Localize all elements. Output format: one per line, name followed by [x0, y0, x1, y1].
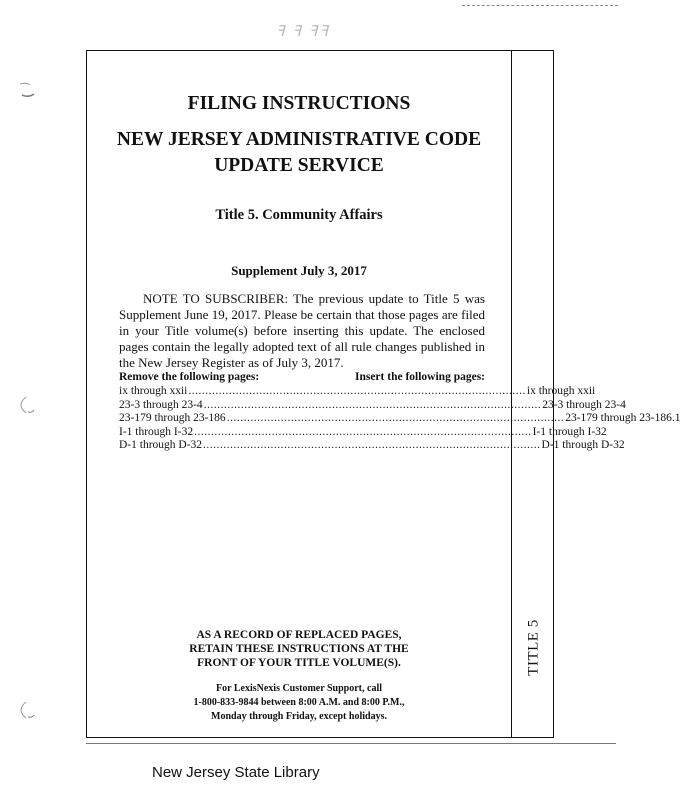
document-frame: [86, 50, 681, 738]
support-line1: For LexisNexis Customer Support, call: [215, 683, 382, 694]
retain-notice-line3: FRONT OF YOUR TITLE VOLUME(S).: [197, 657, 401, 669]
support-line3: Monday through Friday, except holidays.: [211, 711, 387, 722]
filing-content: [87, 51, 681, 737]
subscriber-note: NOTE TO SUBSCRIBER: The previous update to Title 5 was Supplement June 19, 2017. Please be certain that those pages are filed in your Title volume(s) before inserting this update. The enclosed pages contain the legally adopted text of all rule changes published in the New Jersey Register as of July 3, 2017.: [119, 291, 485, 370]
title-tab-text: TITLE 5: [525, 618, 542, 676]
remove-range: I-1 through I-32: [119, 425, 194, 438]
support-line2: 1-800-833-9844 between 8:00 A.M. and 8:00 P.M.,: [193, 697, 405, 708]
remove-range: 23-179 through 23-186: [119, 412, 226, 424]
table-row: [119, 385, 596, 399]
table-row: [119, 425, 607, 440]
scan-bottom-line: [86, 743, 616, 744]
library-stamp: New Jersey State Library: [152, 764, 320, 781]
insert-range: 23-3 through 23-4: [542, 398, 626, 411]
insert-range: I-1 through I-32: [532, 425, 607, 438]
side-tab-label: [524, 607, 544, 687]
table-row: [119, 398, 626, 413]
table-row: [119, 412, 681, 426]
dot-leader: ....................................................................................................: [203, 398, 542, 411]
punch-hole-mark-middle: [14, 395, 38, 415]
insert-range: D-1 through D-32: [541, 439, 625, 451]
insert-range: ix through xxii: [526, 385, 596, 397]
retain-notice-line2: RETAIN THESE INSTRUCTIONS AT THE: [189, 643, 409, 655]
remove-range: ix through xxii: [119, 385, 188, 397]
table-row: [119, 439, 625, 453]
punch-hole-mark-top: [14, 80, 38, 100]
remove-header: Remove the following pages:: [119, 371, 260, 383]
remove-range: 23-3 through 23-4: [119, 398, 203, 411]
dot-leader: ....................................................................................................: [194, 425, 532, 438]
supplement-date: Supplement July 3, 2017: [231, 263, 367, 278]
title-heading: Title 5. Community Affairs: [215, 207, 383, 223]
dot-leader: ....................................................................................................: [226, 412, 565, 424]
remove-range: D-1 through D-32: [119, 439, 203, 451]
faint-handwriting: ꟻ ꟻ ꟻꟻ: [276, 24, 331, 40]
retain-notice-line1: AS A RECORD OF REPLACED PAGES,: [196, 629, 402, 641]
code-heading-line2: UPDATE SERVICE: [214, 155, 384, 176]
dot-leader: ....................................................................................................: [203, 439, 541, 451]
side-tab-divider: [511, 51, 512, 737]
pages-table: [119, 370, 681, 453]
dot-leader: ....................................................................................................: [188, 385, 526, 397]
code-heading-line1: NEW JERSEY ADMINISTRATIVE CODE: [116, 129, 482, 150]
pages-table-header: [119, 370, 485, 385]
filing-instructions-heading: FILING INSTRUCTIONS: [187, 93, 411, 114]
insert-range: 23-179 through 23-186.1: [565, 412, 681, 424]
insert-header: Insert the following pages:: [354, 371, 485, 383]
scan-edge-line: [462, 5, 618, 6]
punch-hole-mark-bottom: [14, 700, 38, 720]
